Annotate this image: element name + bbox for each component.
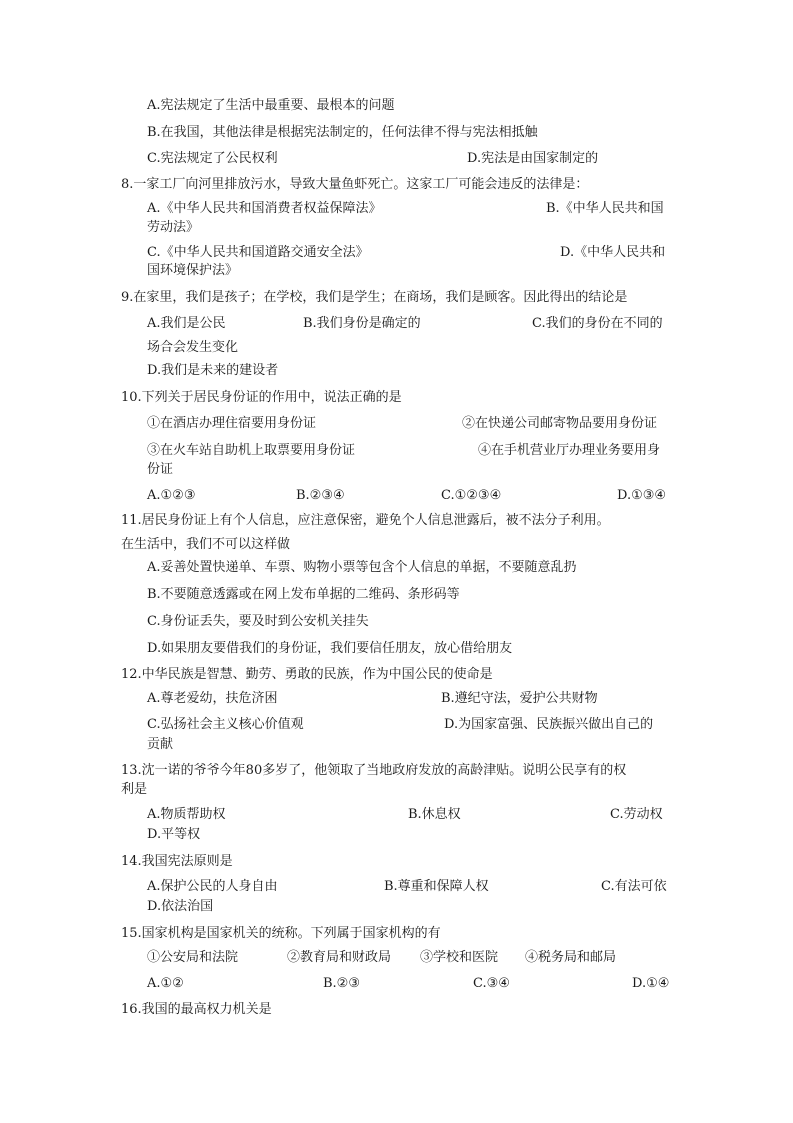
q10-item-4: ④在手机营业厅办理业务要用身 — [478, 443, 661, 458]
q11-option-a: A.妥善处置快递单、车票、购物小票等包含个人信息的单据，不要随意乱扔 — [147, 560, 577, 575]
q10-option-c: C.①②③④ — [441, 488, 502, 503]
q13-option-c: C.劳动权 — [610, 807, 663, 822]
q12-option-d-cont: 贡献 — [147, 737, 174, 752]
q13-option-b: B.休息权 — [408, 807, 461, 822]
q10-item-2: ②在快递公司邮寄物品要用身份证 — [462, 416, 658, 431]
q12-option-c: C.弘扬社会主义核心价值观 — [147, 717, 304, 732]
q10-option-a: A.①②③ — [147, 488, 196, 503]
q15-item-4: ④税务局和邮局 — [525, 950, 617, 965]
q10-option-b: B.②③④ — [296, 488, 345, 503]
q14-option-b: B.尊重和保障人权 — [384, 879, 489, 894]
q10-item-4-cont: 份证 — [147, 462, 174, 477]
q8-option-c: C.《中华人民共和国道路交通安全法》 — [147, 245, 369, 260]
q8-option-a: A.《中华人民共和国消费者权益保障法》 — [147, 201, 382, 216]
q10-stem: 10.下列关于居民身份证的作用中，说法正确的是 — [121, 390, 402, 405]
q9-option-c-cont: 场合会发生变化 — [147, 340, 239, 355]
q13-option-d: D.平等权 — [147, 827, 201, 842]
q13-option-a: A.物质帮助权 — [147, 807, 226, 822]
q9-option-c: C.我们的身份在不同的 — [532, 316, 663, 331]
q7-option-b: B.在我国，其他法律是根据宪法制定的，任何法律不得与宪法相抵触 — [147, 125, 538, 140]
q7-option-a: A.宪法规定了生活中最重要、最根本的问题 — [147, 98, 395, 113]
q12-option-d: D.为国家富强、民族振兴做出自己的 — [444, 717, 654, 732]
q16-stem: 16.我国的最高权力机关是 — [121, 1002, 272, 1017]
q8-option-d-cont: 国环境保护法》 — [147, 263, 239, 278]
q12-option-a: A.尊老爱幼，扶危济困 — [147, 691, 278, 706]
q13-stem: 13.沈一诺的爷爷今年80多岁了，他领取了当地政府发放的高龄津贴。说明公民享有的权 — [121, 763, 627, 778]
q14-option-a: A.保护公民的人身自由 — [147, 879, 278, 894]
q11-option-c: C.身份证丢失，要及时到公安机关挂失 — [147, 614, 369, 629]
q15-item-1: ①公安局和法院 — [147, 950, 239, 965]
q11-option-d: D.如果朋友要借我们的身份证，我们要信任朋友，放心借给朋友 — [147, 641, 513, 656]
q14-stem: 14.我国宪法原则是 — [121, 854, 233, 869]
q15-option-c: C.③④ — [473, 976, 510, 991]
q12-option-b: B.遵纪守法，爱护公共财物 — [441, 691, 598, 706]
q11-stem-cont: 在生活中，我们不可以这样做 — [121, 537, 291, 552]
q14-option-c: C.有法可依 — [601, 879, 667, 894]
q7-option-d: D.宪法是由国家制定的 — [467, 151, 599, 166]
q9-stem: 9.在家里，我们是孩子；在学校，我们是学生；在商场，我们是顾客。因此得出的结论是 — [121, 290, 628, 305]
q11-option-b: B.不要随意透露或在网上发布单据的二维码、条形码等 — [147, 587, 460, 602]
q15-item-3: ③学校和医院 — [420, 950, 499, 965]
q13-stem-cont: 利是 — [121, 782, 148, 797]
q15-option-b: B.②③ — [323, 976, 360, 991]
q9-option-b: B.我们身份是确定的 — [303, 316, 421, 331]
q8-option-d: D.《中华人民共和 — [560, 245, 666, 260]
q15-item-2: ②教育局和财政局 — [287, 950, 392, 965]
q8-stem: 8.一家工厂向河里排放污水，导致大量鱼虾死亡。这家工厂可能会违反的法律是： — [121, 177, 589, 192]
q8-option-b: B.《中华人民共和国 — [546, 201, 664, 216]
q10-item-1: ①在酒店办理住宿要用身份证 — [147, 416, 317, 431]
q10-option-d: D.①③④ — [617, 488, 667, 503]
q9-option-d: D.我们是未来的建设者 — [147, 363, 279, 378]
q15-option-a: A.①② — [147, 976, 184, 991]
q7-option-c: C.宪法规定了公民权利 — [147, 151, 278, 166]
q9-option-a: A.我们是公民 — [147, 316, 226, 331]
q11-stem: 11.居民身份证上有个人信息，应注意保密，避免个人信息泄露后，被不法分子利用。 — [121, 513, 610, 528]
q15-option-d: D.①④ — [632, 976, 670, 991]
q12-stem: 12.中华民族是智慧、勤劳、勇敢的民族，作为中国公民的使命是 — [121, 667, 493, 682]
q14-option-d: D.依法治国 — [147, 899, 214, 914]
q15-stem: 15.国家机构是国家机关的统称。下列属于国家机构的有 — [121, 926, 441, 941]
q8-option-b-cont: 劳动法》 — [147, 220, 200, 235]
q10-item-3: ③在火车站自助机上取票要用身份证 — [147, 443, 356, 458]
